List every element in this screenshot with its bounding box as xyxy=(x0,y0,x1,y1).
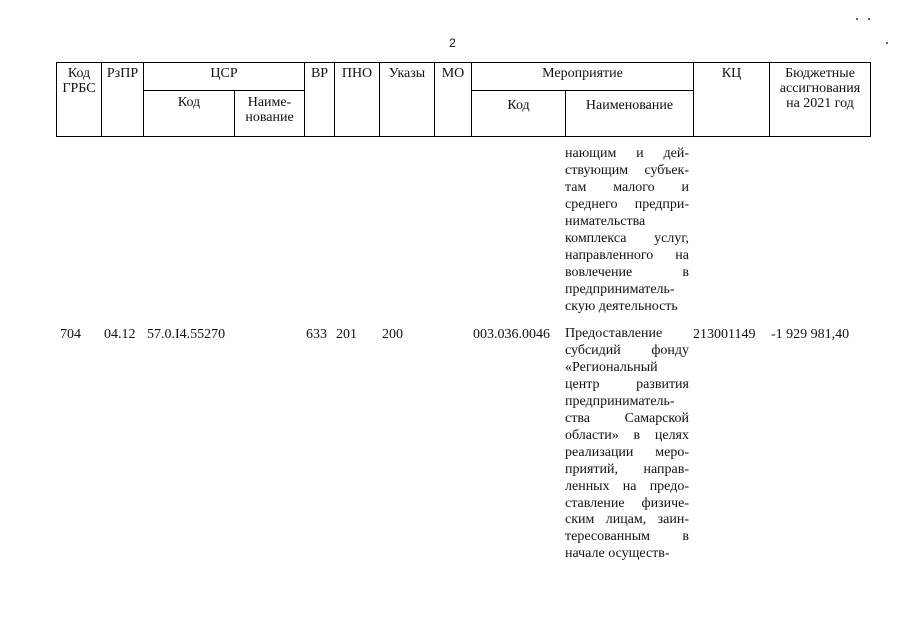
header-csr-name-line1: Наиме- xyxy=(247,95,292,110)
row-kc: 213001149 xyxy=(693,327,756,342)
header-kod-grbs xyxy=(57,63,102,137)
row-name-line: субсидий фонду xyxy=(565,342,689,358)
row-name-line: ленных на предо- xyxy=(565,478,689,494)
row-csr: 57.0.I4.55270 xyxy=(147,327,226,342)
header-mo: МО xyxy=(435,63,472,137)
continuation-line: предприниматель- xyxy=(565,281,675,297)
row-name-line: центр развития xyxy=(565,376,689,392)
header-meropriyatie: Мероприятие xyxy=(472,63,694,91)
header-csr-code: Код xyxy=(144,91,235,137)
continuation-line: там малого и xyxy=(565,179,689,195)
row-name-line: ставление физиче- xyxy=(565,495,689,511)
continuation-line: ствующим субъек- xyxy=(565,162,689,178)
row-vr: 633 xyxy=(306,327,327,342)
row-name-line: ским лицам, заин- xyxy=(565,512,689,528)
header-csr: ЦСР xyxy=(144,63,305,91)
continuation-line: комплекса услуг, xyxy=(565,230,689,246)
row-name-line: Предоставление xyxy=(565,326,663,341)
header-pno: ПНО xyxy=(335,63,380,137)
header-budget-line2: ассигнования xyxy=(779,81,861,96)
scan-speck xyxy=(886,42,888,44)
continuation-line: нающим и дей- xyxy=(565,146,689,161)
header-mer-name: Наименование xyxy=(566,91,694,137)
continuation-line: вовлечение в xyxy=(565,264,689,280)
header-kod-grbs-line2: ГРБС xyxy=(62,81,96,96)
page-number: 2 xyxy=(449,36,456,50)
row-name-line: приятий, направ- xyxy=(565,461,689,477)
header-budget-line1: Бюджетные xyxy=(785,66,855,81)
header-mer-code: Код xyxy=(472,91,566,137)
continuation-line: среднего предпри- xyxy=(565,196,689,212)
header-budget xyxy=(770,63,871,137)
row-name-line: начале осуществ- xyxy=(565,546,670,562)
row-budget: -1 929 981,40 xyxy=(771,327,850,342)
header-ukazy: Указы xyxy=(380,63,435,137)
row-name-line: реализации меро- xyxy=(565,444,689,460)
header-budget-line3: на 2021 год xyxy=(786,96,854,111)
row-name-line: «Региональный xyxy=(565,359,658,375)
row-ukazy: 200 xyxy=(382,327,403,342)
scan-speck xyxy=(868,18,870,20)
header-kod-grbs-line1: Код xyxy=(67,66,91,81)
header-vr: ВР xyxy=(305,63,335,137)
row-name-line: ства Самарской xyxy=(565,410,689,426)
row-name-line: тересованным в xyxy=(565,529,689,545)
header-csr-name xyxy=(235,91,305,137)
continuation-line: скую деятельность xyxy=(565,298,678,314)
header-rzpr: РзПР xyxy=(102,63,144,137)
row-name-line: области» в целях xyxy=(565,427,689,443)
row-rzpr: 04.12 xyxy=(104,327,136,342)
row-mer-code: 003.036.0046 xyxy=(473,327,550,342)
row-name-line: предприниматель- xyxy=(565,393,675,409)
scan-speck xyxy=(856,18,858,20)
continuation-text xyxy=(565,146,689,316)
row-grbs: 704 xyxy=(60,327,81,342)
row-mer-name xyxy=(565,326,689,563)
table-header xyxy=(56,62,871,137)
header-csr-name-line2: нование xyxy=(245,110,294,125)
continuation-line: направленного на xyxy=(565,247,689,263)
header-kc: КЦ xyxy=(694,63,770,137)
continuation-line: нимательства xyxy=(565,213,646,229)
row-pno: 201 xyxy=(336,327,357,342)
